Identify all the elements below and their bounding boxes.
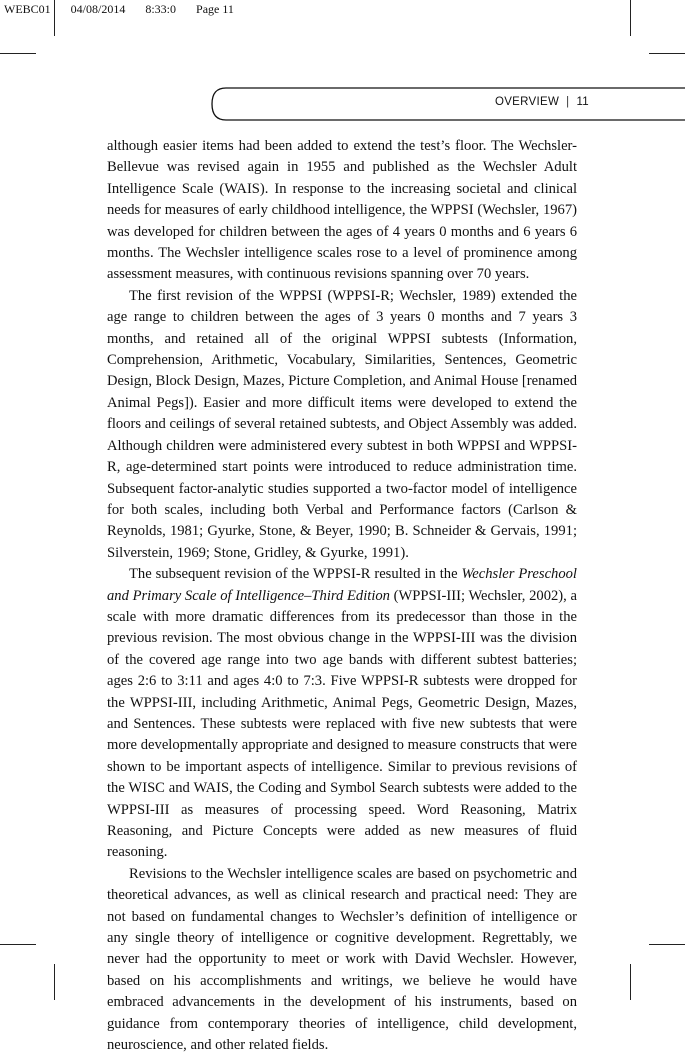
book-title-italic: Wechsler Preschool and Primary Scale of Intelligence–Third Edition [107, 566, 577, 604]
running-head [210, 86, 685, 122]
crop-mark-bottom-right-vertical [630, 964, 631, 1000]
crop-mark-bottom-left-vertical [54, 964, 55, 1000]
slug-date: 04/08/2014 [70, 2, 126, 16]
crop-mark-top-left-horizontal [0, 53, 36, 54]
paragraph-1: although easier items had been added to extend the test’s floor. The Wechsler-Bellevue was revised again in 1955 and published as the Wechsler Adult Intelligence Scale (WAIS). In response to the increasing societal and clinical needs for measures of early childhood intelligence, the WPPSI (Wechsler, 1967) was developed for children between the ages of 4 years 0 months and 6 years 6 months. The Wechsler intelligence scales rose to a level of prominence among assessment measures, with continuous revisions spanning over 70 years. [107, 138, 577, 283]
paragraph-3-rest: (WPPSI-III; Wechsler, 2002), a scale with more dramatic differences from its predecessor than those in the previous revision. The most obvious change in the WPPSI-III was the division of the covered age range into two age bands with different subtest batteries; ages 2:6 to 3:11 and ages 4:0 to 7:3. Five WPPSI-R subtests were dropped for the WPPSI-III, including Arithmetic, Animal Pegs, Geometric Design, Mazes, and Sentences. These subtests were replaced with five new subtests that were more developmentally appropriate and designed to measure constructs that were shown to be important aspects of intelligence. Similar to previous revisions of the WISC and WAIS, the Coding and Symbol Search subtests were added to the WPPSI-III as measures of processing speed. Word Reasoning, Matrix Reasoning, and Picture Concepts were added as new measures of fluid reasoning. [107, 587, 577, 861]
crop-mark-top-left-vertical [54, 0, 55, 36]
running-head-bracket [210, 86, 685, 122]
slug-code: WEBC01 [4, 2, 51, 16]
running-head-text [495, 96, 589, 108]
running-head-title: OVERVIEW [494, 96, 560, 108]
crop-mark-bottom-right-horizontal [649, 944, 685, 945]
crop-mark-bottom-left-horizontal [0, 944, 36, 945]
print-slug [4, 2, 254, 17]
slug-time: 8:33:0 [145, 2, 177, 16]
running-head-separator: | [566, 96, 570, 108]
crop-mark-top-right-vertical [630, 0, 631, 36]
page-number: 11 [576, 96, 589, 108]
slug-page: Page 11 [196, 2, 234, 16]
body-text [107, 136, 577, 1056]
crop-mark-top-right-horizontal [649, 53, 685, 54]
paragraph-3-lead: The subsequent revision of the WPPSI-R resulted in the [129, 566, 462, 583]
paragraph-3 [107, 564, 577, 864]
paragraph-4: Revisions to the Wechsler intelligence scales are based on psychometric and theoretical advances, as well as clinical research and practical need: They are not based on fundamental changes to Wechsler’s definition of intelligence or any single theory of intelligence or cognitive development. Regrettably, we never had the opportunity to meet or work with David Wechsler. However, based on his accomplishments and writings, we believe he would have embraced advancements in the development of his instruments, based on guidance from contemporary theories of intelligence, child development, neuroscience, and other related fields. [107, 865, 577, 1054]
paragraph-2: The first revision of the WPPSI (WPPSI-R; Wechsler, 1989) extended the age range to children between the ages of 3 years 0 months and 7 years 3 months, and retained all of the original WPPSI subtests (Information, Comprehension, Arithmetic, Vocabulary, Similarities, Sentences, Geometric Design, Block Design, Mazes, Picture Completion, and Animal House [renamed Animal Pegs]). Easier and more difficult items were developed to extend the floors and ceilings of several retained subtests, and Object Assembly was added. Although children were administered every subtest in both WPPSI and WPPSI-R, age-determined start points were introduced to reduce administration time. Subsequent factor-analytic studies supported a two-factor model of intelligence for both scales, including both Verbal and Performance factors (Carlson & Reynolds, 1981; Gyurke, Stone, & Beyer, 1990; B. Schneider & Gervais, 1991; Silverstein, 1969; Stone, Gridley, & Gyurke, 1991). [107, 287, 577, 561]
